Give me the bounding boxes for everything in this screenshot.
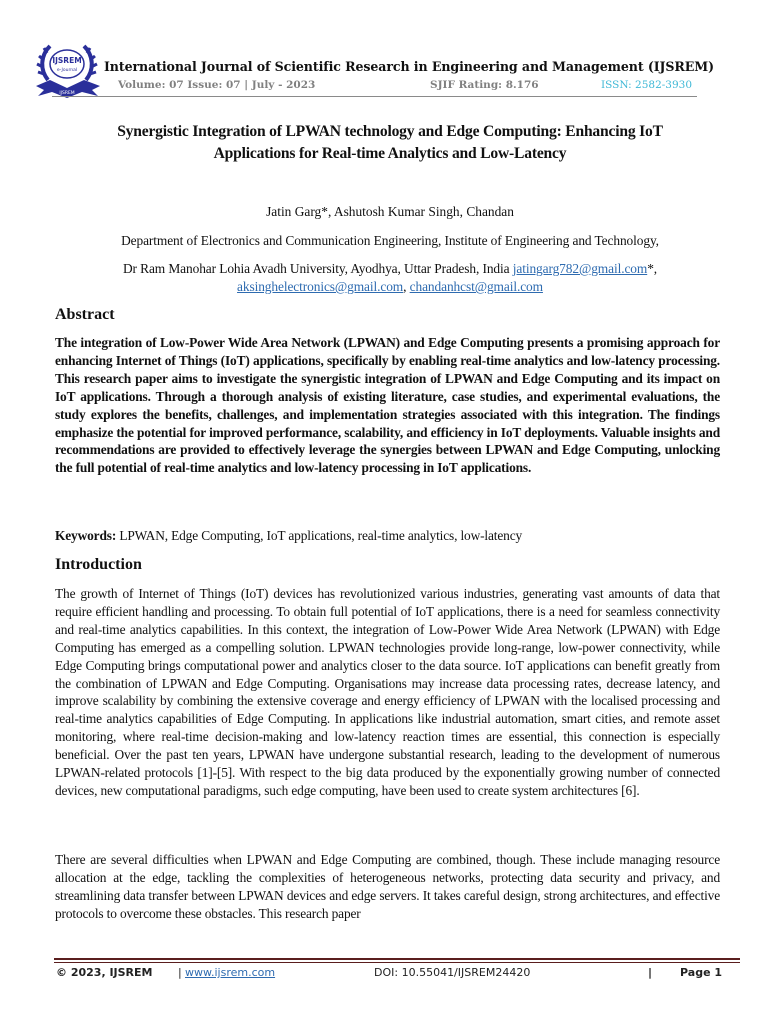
abstract-heading: Abstract — [55, 306, 115, 323]
email-asterisk: *, — [647, 261, 658, 276]
email-separator: , — [403, 279, 410, 294]
footer-divider-thin — [54, 962, 740, 963]
footer-separator: | — [648, 966, 653, 979]
paper-title — [40, 121, 740, 165]
journal-title: International Journal of Scientific Research in Engineering and Management (IJSREM) — [104, 59, 714, 74]
footer-divider-thick — [54, 958, 740, 960]
svg-text:IJSREM: IJSREM — [59, 91, 75, 96]
keywords-label: Keywords: — [55, 528, 117, 543]
email-link-chandan[interactable]: chandanhcst@gmail.com — [409, 279, 543, 294]
email-link-ashutosh[interactable]: aksinghelectronics@gmail.com — [237, 279, 404, 294]
introduction-paragraph-2: There are several difficulties when LPWAN and Edge Computing are combined, though. These include managing resource allocation at the edge, tackling the complexities of heterogeneous networks, protecting data security and privacy, and streamlining data transfer between LPWAN devices and edge servers. It takes careful design, strong architectures, and effective protocols to overcome these obstacles. This research paper — [55, 852, 720, 921]
affiliation-department: Department of Electronics and Communication Engineering, Institute of Engineering and Technology, — [121, 233, 659, 248]
footer-website-link[interactable]: www.ijsrem.com — [185, 966, 276, 979]
abstract-text: The integration of Low-Power Wide Area Network (LPWAN) and Edge Computing presents a promising approach for enhancing Internet of Things (IoT) applications, specifically by enabling real-time analytics and low-latency processing. This research paper aims to investigate the synergistic integration of LPWAN and Edge Computing and its impact on IoT applications. Through a thorough analysis of existing literature, case studies, and experimental evaluations, the study explores the benefits, challenges, and implementation strategies associated with this integration. The findings emphasize the potential for improved performance, scalability, and efficiency in IoT deployments. Valuable insights and recommendations are provided to effectively leverage the synergies between LPWAN and Edge Computing, unlocking the full potential of real-time analytics and low-latency processing in IoT applications. — [55, 335, 720, 476]
footer-separator: | — [178, 966, 182, 979]
email-link-jatin[interactable]: jatingarg782@gmail.com — [512, 261, 648, 276]
footer-copyright: © 2023, IJSREM — [56, 966, 153, 979]
keywords — [55, 528, 522, 544]
keywords-text: LPWAN, Edge Computing, IoT applications, real-time analytics, low-latency — [116, 528, 523, 543]
footer-doi: DOI: 10.55041/IJSREM24420 — [374, 966, 531, 979]
header-divider — [52, 96, 697, 97]
sjif-rating: SJIF Rating: 8.176 — [430, 79, 539, 91]
affiliation-university — [40, 260, 740, 296]
affiliation-university-text: Dr Ram Manohar Lohia Avadh University, Ayodhya, Uttar Pradesh, India — [122, 261, 513, 276]
volume-issue: Volume: 07 Issue: 07 | July - 2023 — [118, 79, 316, 91]
footer-page-number: Page 1 — [680, 966, 723, 979]
introduction-heading: Introduction — [55, 556, 142, 573]
authors: Jatin Garg*, Ashutosh Kumar Singh, Chandan — [266, 204, 514, 219]
svg-text:e-Journal: e-Journal — [56, 68, 78, 73]
ijsrem-logo-icon — [34, 40, 104, 100]
paper-title-line2: Applications for Real-time Analytics and Low-Latency — [213, 145, 567, 162]
paper-title-line1: Synergistic Integration of LPWAN technology and Edge Computing: Enhancing IoT — [117, 123, 663, 140]
introduction-paragraph-1: The growth of Internet of Things (IoT) devices has revolutionized various industries, generating vast amounts of data that require efficient handling and processing. To obtain full potential of IoT applications, there is a need for seamless connectivity and real-time analytics capabilities. In this context, the integration of Low-Power Wide Area Network (LPWAN) with Edge Computing has emerged as a compelling solution. LPWAN technologies provide long-range, low-power connectivity, while Edge Computing brings computational power and analytics closer to the data source. IoT applications can benefit greatly from the combination of LPWAN and Edge Computing. Organisations may increase data processing rates, decrease latency, and improve scalability by combining the extensive coverage and energy efficiency of LPWAN with the localised processing and real-time analytics capabilities of Edge Computing. In applications like industrial automation, smart cities, and remote asset monitoring, where real-time decision-making and low-latency reaction times are essential, this connection is especially beneficial. Over the past ten years, LPWAN have undergone substantial research, leading to the development of numerous LPWAN-related protocols [1]-[5]. With respect to the big data produced by the exponentially growing number of connected devices, new computational paradigms, such edge computing, have been used to create system architectures [6]. — [55, 586, 720, 798]
svg-text:IJSREM: IJSREM — [52, 56, 82, 65]
issn: ISSN: 2582-3930 — [601, 79, 693, 91]
